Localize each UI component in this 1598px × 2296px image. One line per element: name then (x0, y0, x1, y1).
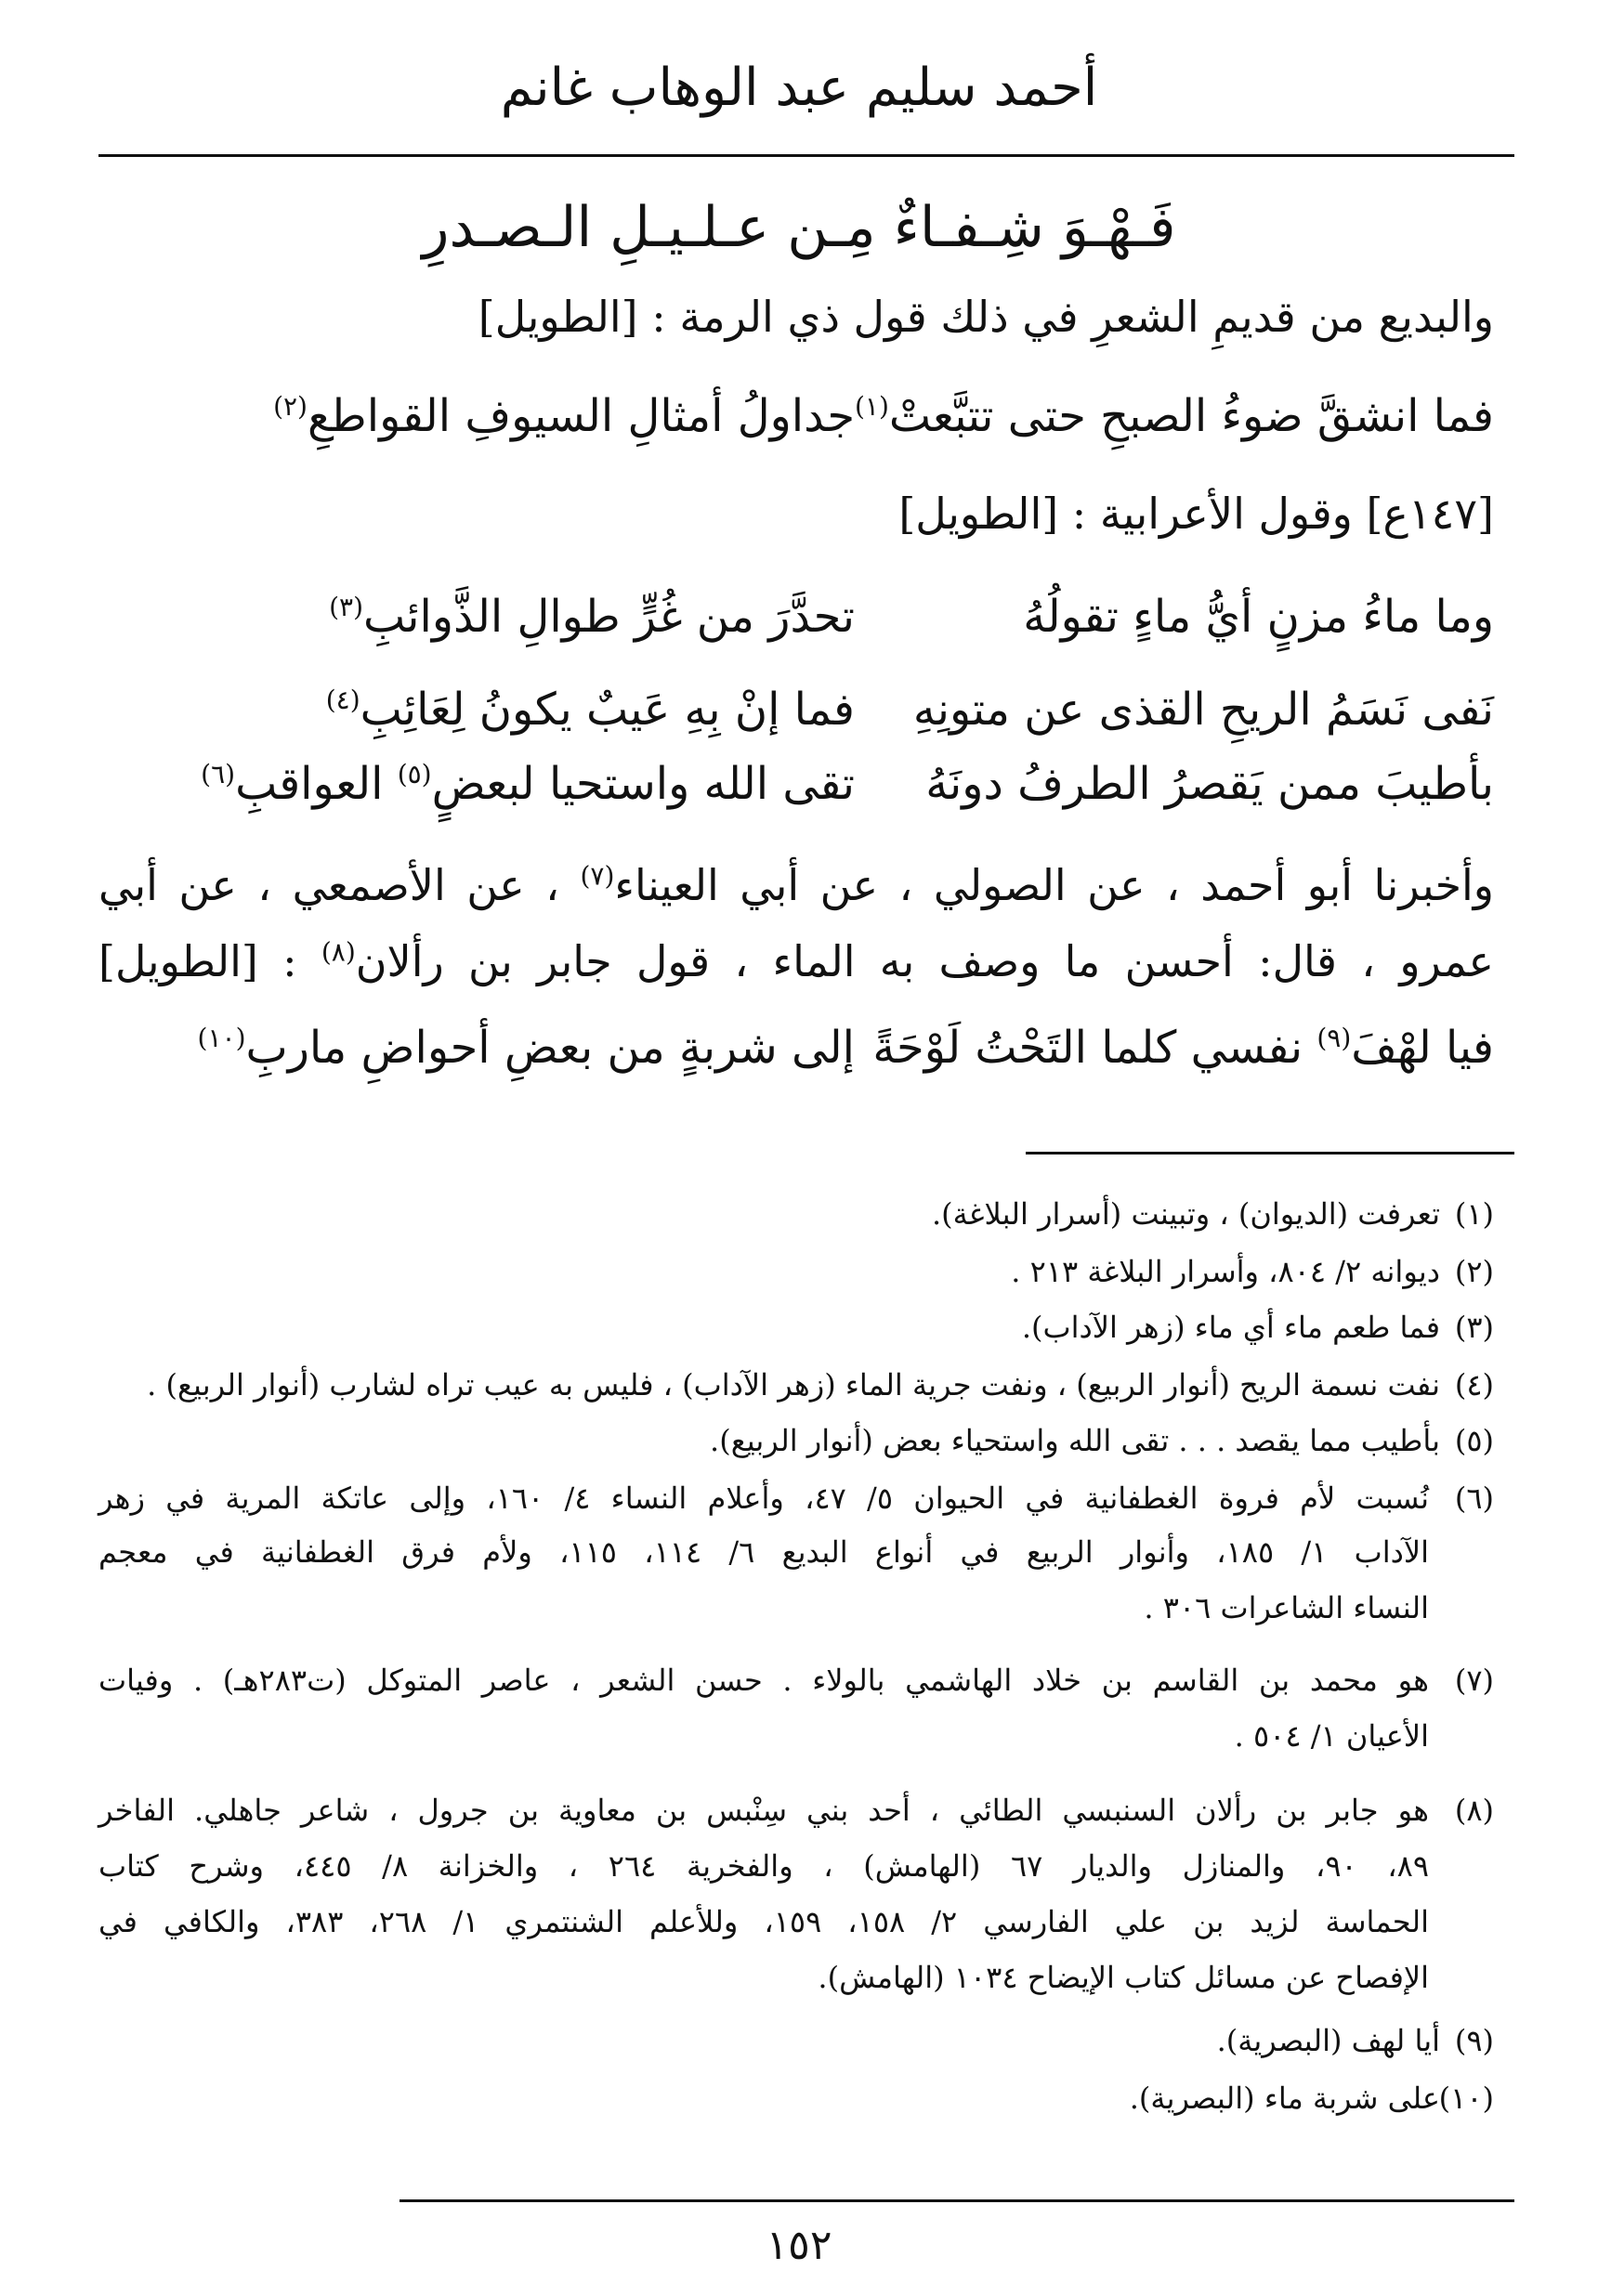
footnote-8: (٨) (1454, 1793, 1494, 1828)
verse-5-second-hemistich: إلى شربةٍ من بعضِ أحواضِ ماربِ$^{(١٠)}$ (197, 1022, 855, 1074)
page-number: ١٥٢ (766, 2222, 832, 2269)
verse-2-second-hemistich: تحدَّرَ من غُرٍّ طوالِ الذَّوائبِ$^{(٣)}$ (329, 591, 855, 643)
verse-4-first-hemistich: بأطيبَ ممن يَقصرُ الطرفُ دونَهُ (925, 758, 1494, 810)
footnote-4: (٤)نفت نسمة الريح (أنوار الربيع) ، ونفت جرية الماء (زهر الآداب) ، فليس به عيب تراه لشارب (أنوار الربيع) . (147, 1367, 1494, 1402)
verse-1-second-hemistich: جداولُ أمثالِ السيوفِ القواطعِ$^{(٢)}$ (273, 390, 855, 442)
footnote-ref: (٤) (325, 685, 360, 715)
footnote-7-line-1: هو محمد بن القاسم بن خلاد الهاشمي بالولاء . حسن الشعر ، عاصر المتوكل (ت٢٨٣هـ) . وفيات (98, 1663, 1429, 1698)
verse-hemistich-title: فَـهْـوَ شِـفـاءٌ مِـن عـلـيـلِ الـصـدرِ (422, 195, 1176, 260)
verse-3-first-hemistich: نَفى نَسَمُ الريحِ القذى عن متونِهِ (912, 684, 1494, 736)
footnote-1: (١)تعرفت (الديوان) ، وتبينت (أسرار البلاغة). (931, 1196, 1494, 1232)
footnote-2: (٢)ديوانه ٢/ ٨٠٤، وأسرار البلاغة ٢١٣ . (1011, 1254, 1494, 1289)
prose-line-2: عمرو ، قال: أحسن ما وصف به الماء ، قول جابر بن رألان$^{(٨)}$ : [الطويل] (98, 936, 1495, 986)
footnote-6-line-2: الآداب ١/ ١٨٥، وأنوار الربيع في أنواع البديع ٦/ ١١٤، ١١٥، ولأم فرق الغطفانية في معجم (98, 1534, 1430, 1570)
header-rule (98, 154, 1514, 157)
footnote-ref: (٩) (1316, 1023, 1352, 1053)
footnote-ref: (٢) (273, 391, 308, 422)
verse-1-first-hemistich: فما انشقَّ ضوءُ الصبحِ حتى تتبَّعتْ$^{(١)}$ (854, 390, 1494, 442)
footnote-9: (٩)أيا لهف (البصرية). (1216, 2023, 1494, 2058)
intro-paragraph-1: والبديع من قديمِ الشعرِ في ذلك قول ذي الرمة : [الطويل] (478, 292, 1494, 342)
footnote-8-line-3: الحماسة لزيد بن علي الفارسي ٢/ ١٥٨، ١٥٩، وللأعلم الشنتمري ١/ ٢٦٨، ٣٨٣، والكافي في (98, 1904, 1430, 1939)
footnote-6-line-1: نُسبت لأم فروة الغطفانية في الحيوان ٥/ ٤٧، وأعلام النساء ٤/ ١٦٠، وإلى عاتكة المرية في زهر (98, 1481, 1430, 1516)
footnote-separator (1026, 1152, 1514, 1155)
running-header: أحمد سليم عبد الوهاب غانم (500, 58, 1098, 118)
footnote-ref: (١٠) (197, 1023, 246, 1053)
footnote-ref: (٥) (397, 759, 432, 789)
footnote-ref: (٨) (321, 936, 356, 968)
footnote-ref: (٧) (580, 860, 615, 892)
verse-5-first-hemistich: فيا لهْفَ$^{(٩)}$ نفسي كلما التَحْتُ لَوْحَةً (872, 1022, 1494, 1074)
footnote-8-line-4: الإفصاح عن مسائل كتاب الإيضاح ١٠٣٤ (الهامش). (818, 1960, 1429, 1995)
footnote-6: (٦) (1454, 1481, 1494, 1516)
footnote-10: (١٠)على شربة ماء (البصرية). (1129, 2081, 1494, 2116)
verse-3-second-hemistich: فما إنْ بِهِ عَيبٌ يكونُ لِعَائِبِ$^{(٤)}$ (325, 684, 855, 736)
footer-rule (400, 2199, 1514, 2202)
footnote-6-line-3: النساء الشاعرات ٣٠٦ . (1144, 1590, 1429, 1625)
footnote-ref: (١) (854, 391, 889, 422)
footnote-7-line-2: الأعيان ١/ ٥٠٤ . (1234, 1718, 1429, 1754)
verse-2-first-hemistich: وما ماءُ مزنٍ أيُّ ماءٍ تقولُهُ (1023, 591, 1494, 643)
intro-paragraph-2: [١٤٧ع] وقول الأعرابية : [الطويل] (898, 489, 1494, 539)
footnote-3: (٣)فما طعم ماء أي ماء (زهر الآداب). (1021, 1310, 1494, 1345)
footnote-7: (٧) (1454, 1663, 1494, 1698)
footnote-ref: (٣) (329, 592, 364, 622)
footnote-8-line-2: ٨٩، ٩٠، والمنازل والديار ٦٧ (الهامش) ، والفخرية ٢٦٤ ، والخزانة ٨/ ٤٤٥، وشرح كتاب (98, 1848, 1430, 1884)
footnote-5: (٥)بأطيب مما يقصد . . . تقى الله واستحياء بعض (أنوار الربيع). (710, 1423, 1494, 1458)
prose-line-1: وأخبرنا أبو أحمد ، عن الصولي ، عن أبي العيناء$^{(٧)}$ ، عن الأصمعي ، عن أبي (98, 860, 1495, 910)
footnote-8-line-1: هو جابر بن رألان السنبسي الطائي ، أحد بني سِنْبس بن معاوية بن جرول ، شاعر جاهلي. الفاخر (98, 1793, 1430, 1828)
verse-4-second-hemistich: تقى الله واستحيا لبعضٍ$^{(٥)}$ العواقبِ$^{(٦)}$ (201, 758, 855, 810)
footnote-ref: (٦) (201, 759, 236, 789)
